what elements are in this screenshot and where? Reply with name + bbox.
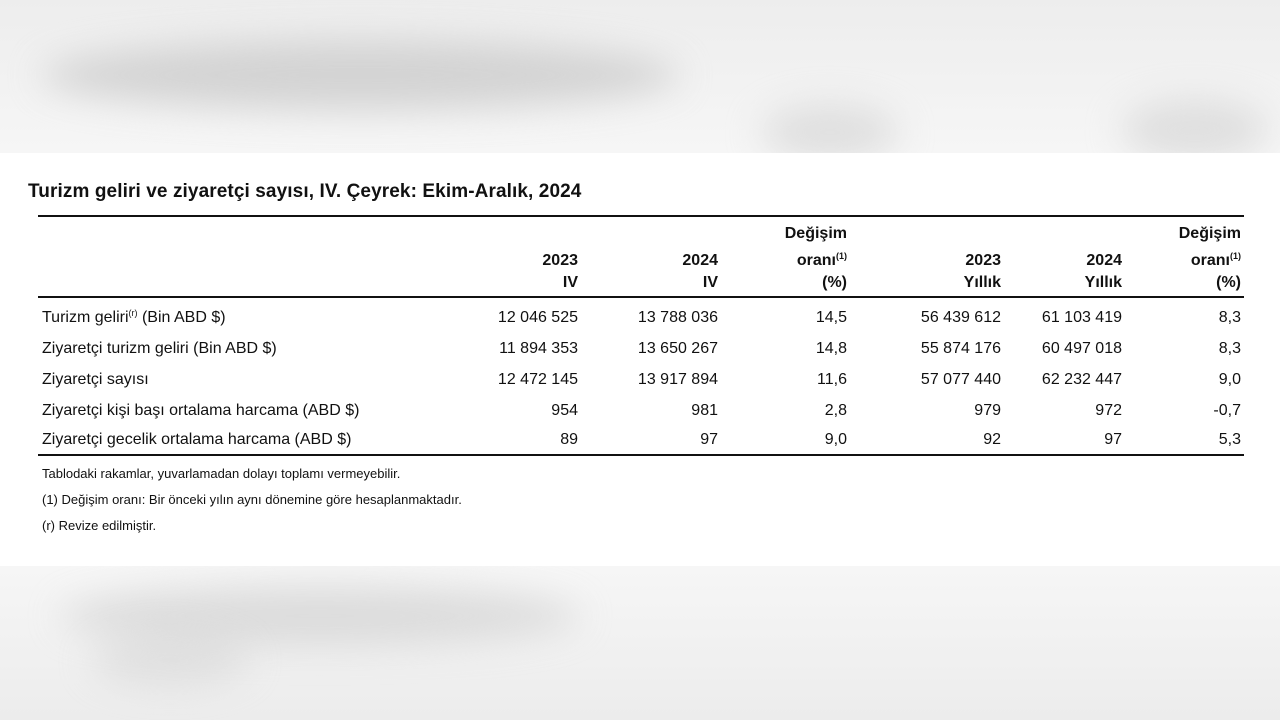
cell-q-change: 2,8 xyxy=(824,401,847,419)
cell-q2023: 89 xyxy=(438,426,581,455)
row-label: Ziyaretçi turizm geliri (Bin ABD $) xyxy=(42,339,277,357)
cell-y2023: 979 xyxy=(974,401,1001,419)
row-label xyxy=(38,297,438,333)
row-label-unit: (Bin ABD $) xyxy=(137,309,226,326)
cell-q2023: 12 472 145 xyxy=(497,370,578,388)
header-y-change-unit: (%) xyxy=(1125,272,1244,297)
row-label: Ziyaretçi gecelik ortalama harcama (ABD $) xyxy=(38,426,438,455)
blurred-background-bottom xyxy=(0,566,1280,720)
cell-y2024: 61 103 419 xyxy=(1041,308,1122,326)
cell-q2023: 954 xyxy=(551,401,578,419)
row-label: Ziyaretçi kişi başı ortalama harcama (ABD $) xyxy=(42,401,360,419)
header-subrow xyxy=(38,272,1244,297)
header-q2024-period: IV xyxy=(581,272,721,297)
cell-y-change: -0,7 xyxy=(1213,401,1241,419)
cell-y2024: 972 xyxy=(1095,401,1122,419)
header-y-change xyxy=(1125,216,1244,272)
cell-q-change: 14,5 xyxy=(815,308,847,326)
table-row xyxy=(38,333,1244,364)
blurred-background-top xyxy=(0,0,1280,153)
table-row xyxy=(38,395,1244,426)
table-title: Turizm geliri ve ziyaretçi sayısı, IV. Çeyrek: Ekim-Aralık, 2024 xyxy=(28,181,582,202)
blur-smudge xyxy=(760,105,900,153)
header-q-change-word: oranı xyxy=(796,252,836,269)
cell-y-change: 5,3 xyxy=(1125,426,1244,455)
header-y-change-word: oranı xyxy=(1190,252,1230,269)
cell-q2024: 97 xyxy=(581,426,721,455)
cell-y2023: 92 xyxy=(850,426,1004,455)
cell-y2024: 62 232 447 xyxy=(1041,370,1122,388)
table-notes xyxy=(42,461,462,539)
table-card xyxy=(0,153,1280,566)
blur-smudge xyxy=(90,636,250,686)
cell-q-change: 14,8 xyxy=(815,339,847,357)
cell-y2023: 56 439 612 xyxy=(920,308,1001,326)
cell-y2023: 57 077 440 xyxy=(920,370,1001,388)
header-q-change-note: (1) xyxy=(836,251,847,261)
cell-y2024: 97 xyxy=(1004,426,1125,455)
header-y-change-note: (1) xyxy=(1230,251,1241,261)
header-y2024-period: Yıllık xyxy=(1004,272,1125,297)
note-rounding: Tablodaki rakamlar, yuvarlamadan dolayı toplamı vermeyebilir. xyxy=(42,466,401,481)
cell-y-change: 8,3 xyxy=(1218,308,1241,326)
cell-q2023: 11 894 353 xyxy=(499,339,578,357)
revised-note-marker: (r) xyxy=(128,308,138,318)
header-empty xyxy=(38,216,438,272)
cell-q-change: 9,0 xyxy=(721,426,850,455)
cell-q-change: 11,6 xyxy=(817,370,847,388)
blur-smudge xyxy=(40,40,680,110)
header-q-change xyxy=(721,216,850,272)
row-label-text: Turizm geliri xyxy=(42,309,129,326)
header-q2023-year: 2023 xyxy=(438,216,581,272)
header-q2023-period: IV xyxy=(438,272,581,297)
cell-y-change: 9,0 xyxy=(1218,370,1241,388)
table-row xyxy=(38,364,1244,395)
cell-y2023: 55 874 176 xyxy=(920,339,1001,357)
note-change-rate: (1) Değişim oranı: Bir önceki yılın aynı dönemine göre hesaplanmaktadır. xyxy=(42,492,462,507)
header-y-change-line2 xyxy=(1128,245,1241,272)
row-label: Ziyaretçi sayısı xyxy=(42,370,149,388)
table-row xyxy=(38,426,1244,455)
header-q-change-unit: (%) xyxy=(721,272,850,297)
header-y2023-period: Yıllık xyxy=(850,272,1004,297)
header-q-change-line1: Değişim xyxy=(784,225,847,242)
header-row xyxy=(38,216,1244,272)
cell-y-change: 8,3 xyxy=(1218,339,1241,357)
header-q-change-line2 xyxy=(724,245,847,272)
header-y2024-year: 2024 xyxy=(1004,216,1125,272)
tourism-table xyxy=(38,215,1244,456)
cell-q2023: 12 046 525 xyxy=(497,308,578,326)
cell-y2024: 60 497 018 xyxy=(1041,339,1122,357)
cell-q2024: 981 xyxy=(691,401,718,419)
blur-smudge xyxy=(1120,100,1270,153)
table-row xyxy=(38,297,1244,333)
header-q2024-year: 2024 xyxy=(581,216,721,272)
note-revised: (r) Revize edilmiştir. xyxy=(42,518,157,533)
cell-q2024: 13 788 036 xyxy=(637,308,718,326)
header-y2023-year: 2023 xyxy=(850,216,1004,272)
header-empty xyxy=(38,272,438,297)
cell-q2024: 13 650 267 xyxy=(637,339,718,357)
header-y-change-line1: Değişim xyxy=(1178,225,1241,242)
cell-q2024: 13 917 894 xyxy=(637,370,718,388)
